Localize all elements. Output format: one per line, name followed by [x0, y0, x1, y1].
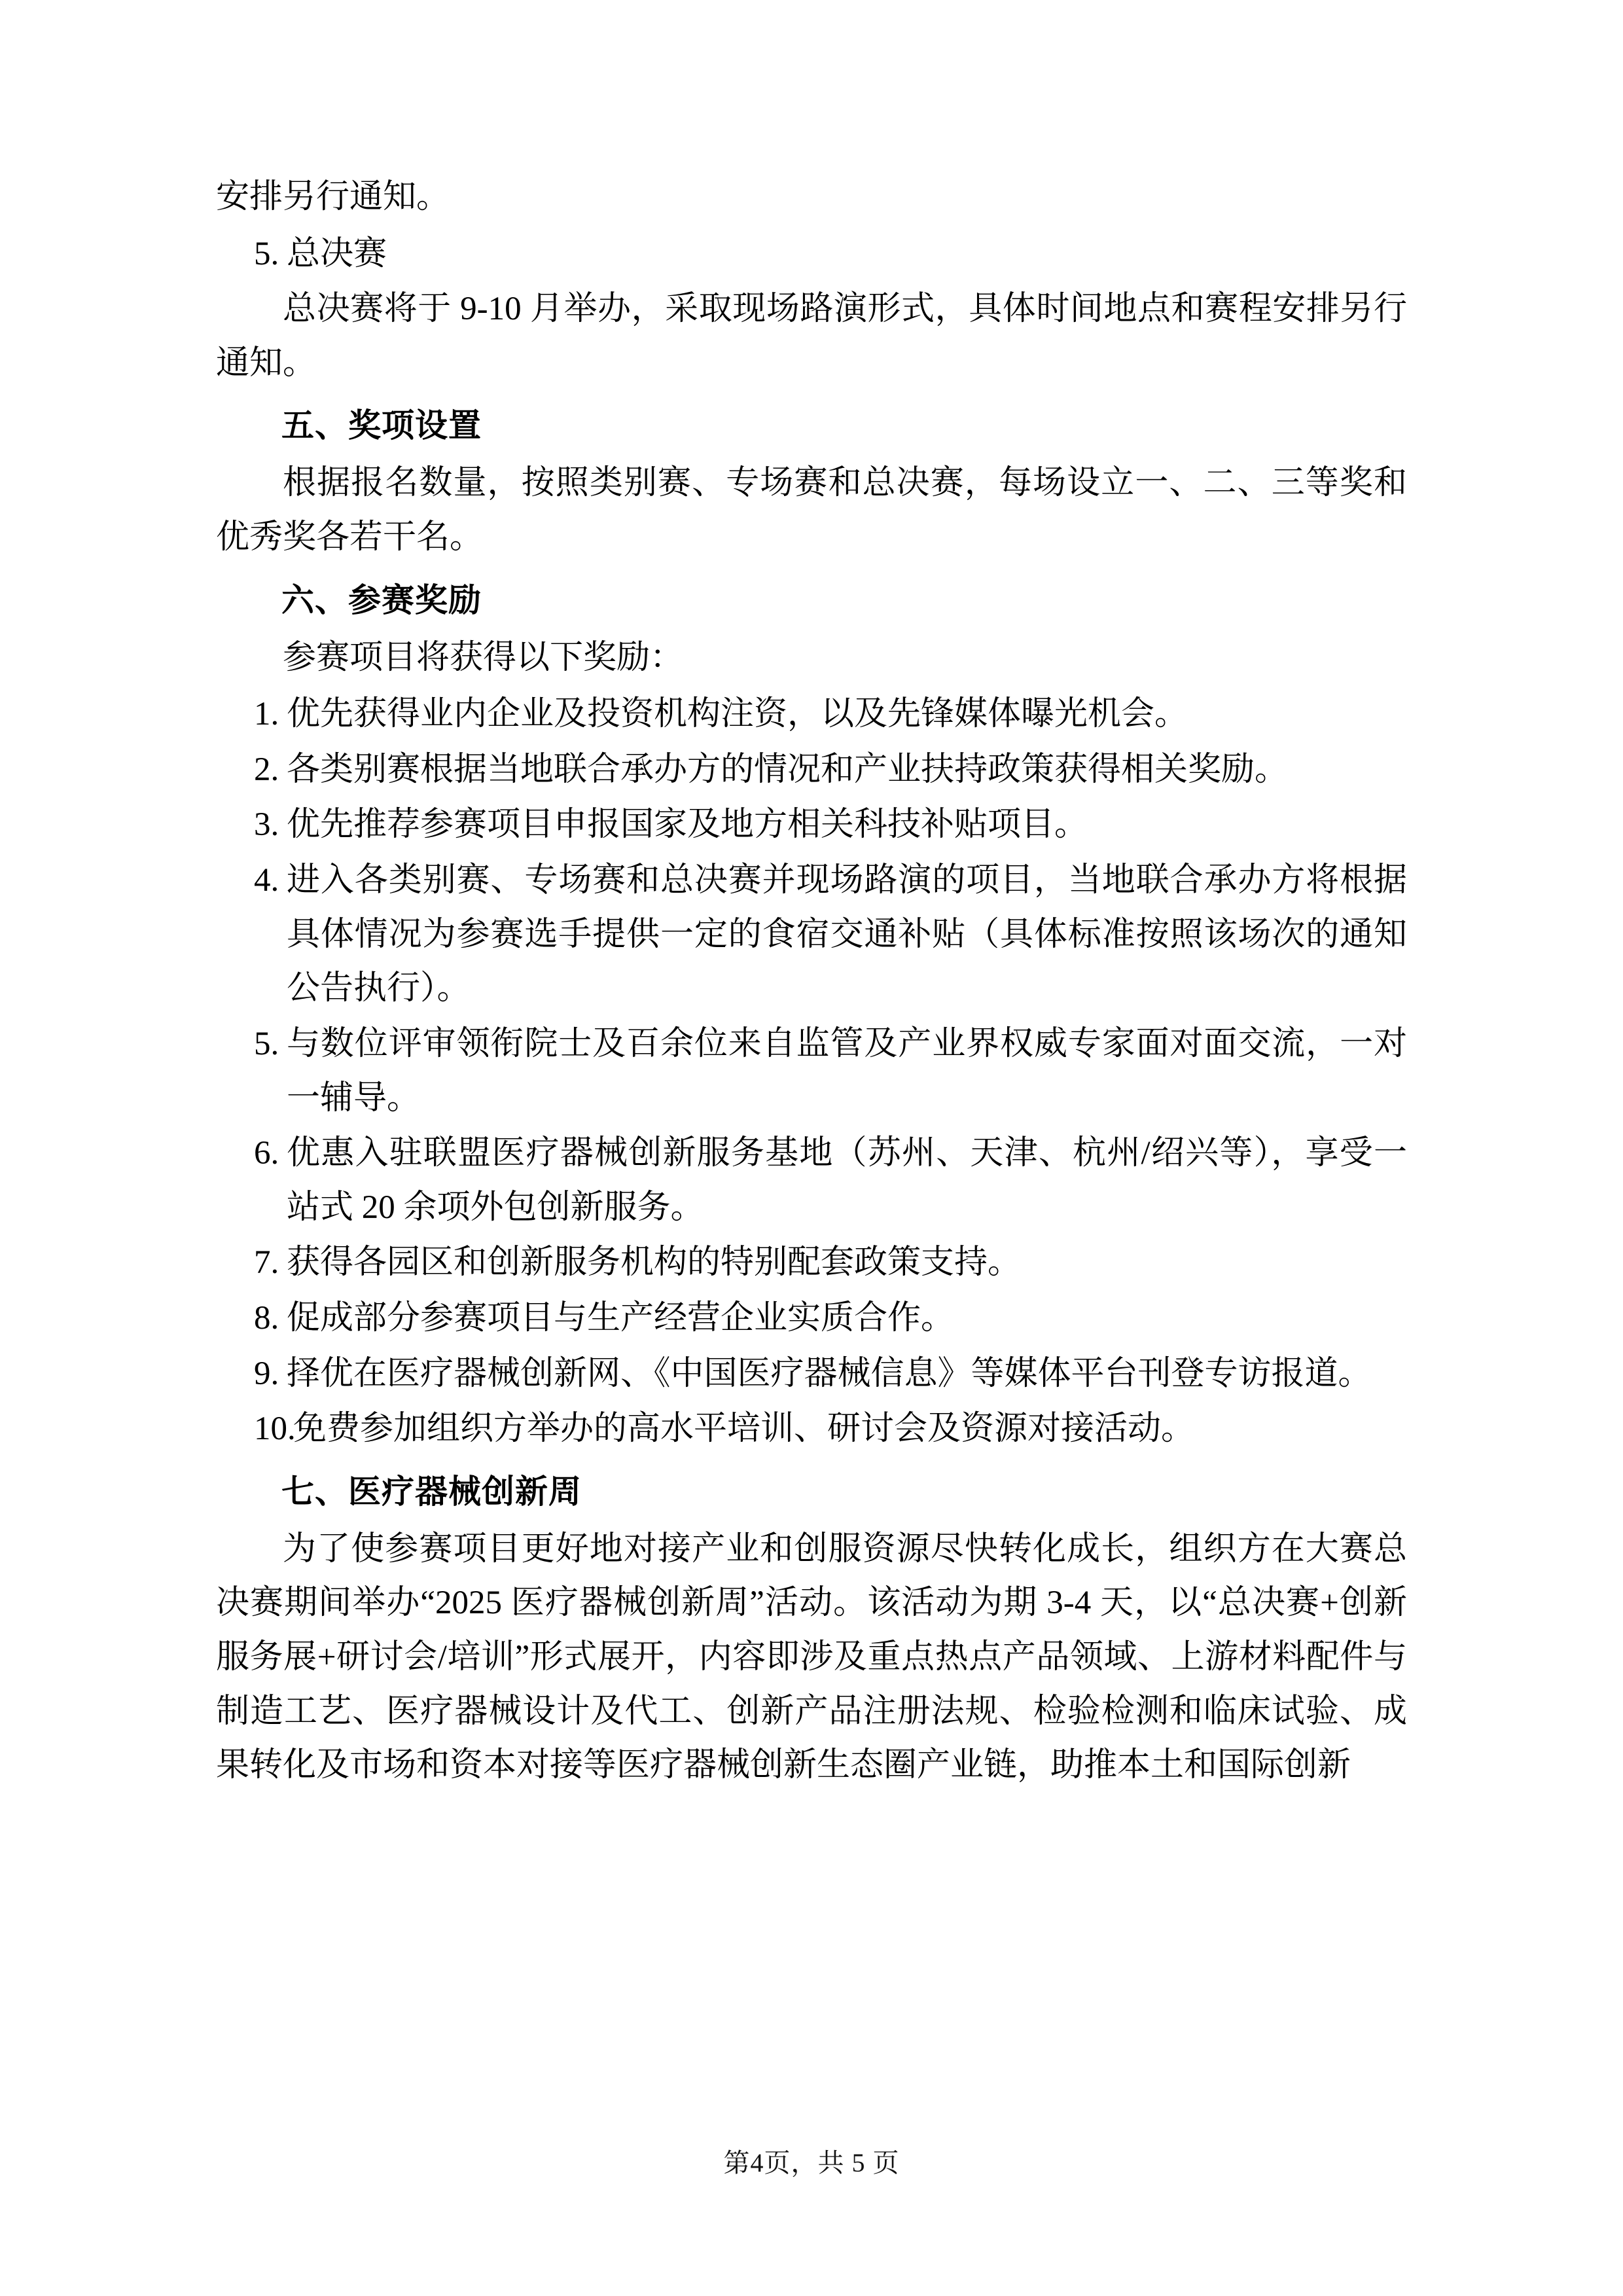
- incentives-list: [216, 687, 1407, 1456]
- list-item-number: 10.: [254, 1410, 296, 1448]
- list-item-number: 2.: [254, 751, 279, 788]
- list-item-text: 择优在医疗器械创新网、《中国医疗器械信息》等媒体平台刊登专访报道。: [287, 1355, 1372, 1392]
- list-item: [216, 227, 1407, 281]
- list-item: [216, 687, 1407, 742]
- list-item: [216, 853, 1407, 1016]
- list-item-text: 总决赛: [287, 235, 387, 272]
- list-item-text: 进入各类别赛、专场赛和总决赛并现场路演的项目，当地联合承办方将根据具体情况为参赛选手提供一定的食宿交通补贴（具体标准按照该场次的通知公告执行）。: [287, 862, 1407, 1007]
- incentives-intro: 参赛项目将获得以下奖励：: [283, 639, 684, 676]
- innovation-week-paragraph: 为了使参赛项目更好地对接产业和创服资源尽快转化成长，组织方在大赛总决赛期间举办“2025 医疗器械创新周”活动。该活动为期 3-4 天，以“总决赛+创新服务展+研讨会/培训”形式展开，内容即涉及重点热点产品领域、上游材料配件与制造工艺、医疗器械设计及代工、创新产品注册法规、检验检测和临床试验、成果转化及市场和资本对接等医疗器械创新生态圈产业链，助推本土和国际创新: [216, 1530, 1407, 1784]
- list-item: [216, 1017, 1407, 1125]
- section-heading-incentives: 六、参赛奖励: [281, 581, 482, 619]
- list-item-number: 5.: [254, 1025, 279, 1062]
- page-footer: 第4页，共 5 页: [723, 2148, 900, 2178]
- list-item-number: 7.: [254, 1244, 279, 1282]
- list-item: [216, 1291, 1407, 1346]
- list-item-number: 9.: [254, 1355, 279, 1392]
- list-item: [216, 798, 1407, 852]
- list-item-number: 6.: [254, 1135, 279, 1172]
- continuation-paragraph: 安排另行通知。: [216, 179, 450, 215]
- final-round-paragraph: 总决赛将于 9-10 月举办，采取现场路演形式，具体时间地点和赛程安排另行通知。: [216, 291, 1407, 382]
- list-item: [216, 1236, 1407, 1290]
- list-item-text: 与数位评审领衔院士及百余位来自监管及产业界权威专家面对面交流，一对一辅导。: [287, 1025, 1407, 1117]
- awards-paragraph: 根据报名数量，按照类别赛、专场赛和总决赛，每场设立一、二、三等奖和优秀奖各若干名。: [216, 465, 1407, 556]
- list-item: [216, 743, 1407, 797]
- list-item-text: 优先获得业内企业及投资机构注资，以及先锋媒体曝光机会。: [287, 696, 1188, 733]
- section-heading-awards: 五、奖项设置: [281, 406, 482, 445]
- list-item-text: 优惠入驻联盟医疗器械创新服务基地（苏州、天津、杭州/绍兴等），享受一站式 20 余项外包创新服务。: [287, 1135, 1407, 1226]
- document-body: [216, 170, 1407, 1793]
- list-item-number: 8.: [254, 1299, 279, 1336]
- list-item-text: 优先推荐参赛项目申报国家及地方相关科技补贴项目。: [287, 806, 1088, 844]
- list-item-number: 5.: [254, 235, 279, 272]
- list-item-text: 促成部分参赛项目与生产经营企业实质合作。: [287, 1299, 955, 1336]
- list-item: [216, 1347, 1407, 1401]
- list-item-number: 3.: [254, 806, 279, 844]
- list-item-number: 4.: [254, 862, 279, 899]
- list-item-text: 获得各园区和创新服务机构的特别配套政策支持。: [287, 1244, 1022, 1282]
- list-item: [216, 1402, 1407, 1456]
- section-heading-innovation-week: 七、医疗器械创新周: [281, 1472, 582, 1511]
- list-item-text: 各类别赛根据当地联合承办方的情况和产业扶持政策获得相关奖励。: [287, 751, 1289, 788]
- list-item-number: 1.: [254, 696, 279, 733]
- list-item-text: 免费参加组织方举办的高水平培训、研讨会及资源对接活动。: [293, 1410, 1195, 1448]
- list-item: [216, 1126, 1407, 1234]
